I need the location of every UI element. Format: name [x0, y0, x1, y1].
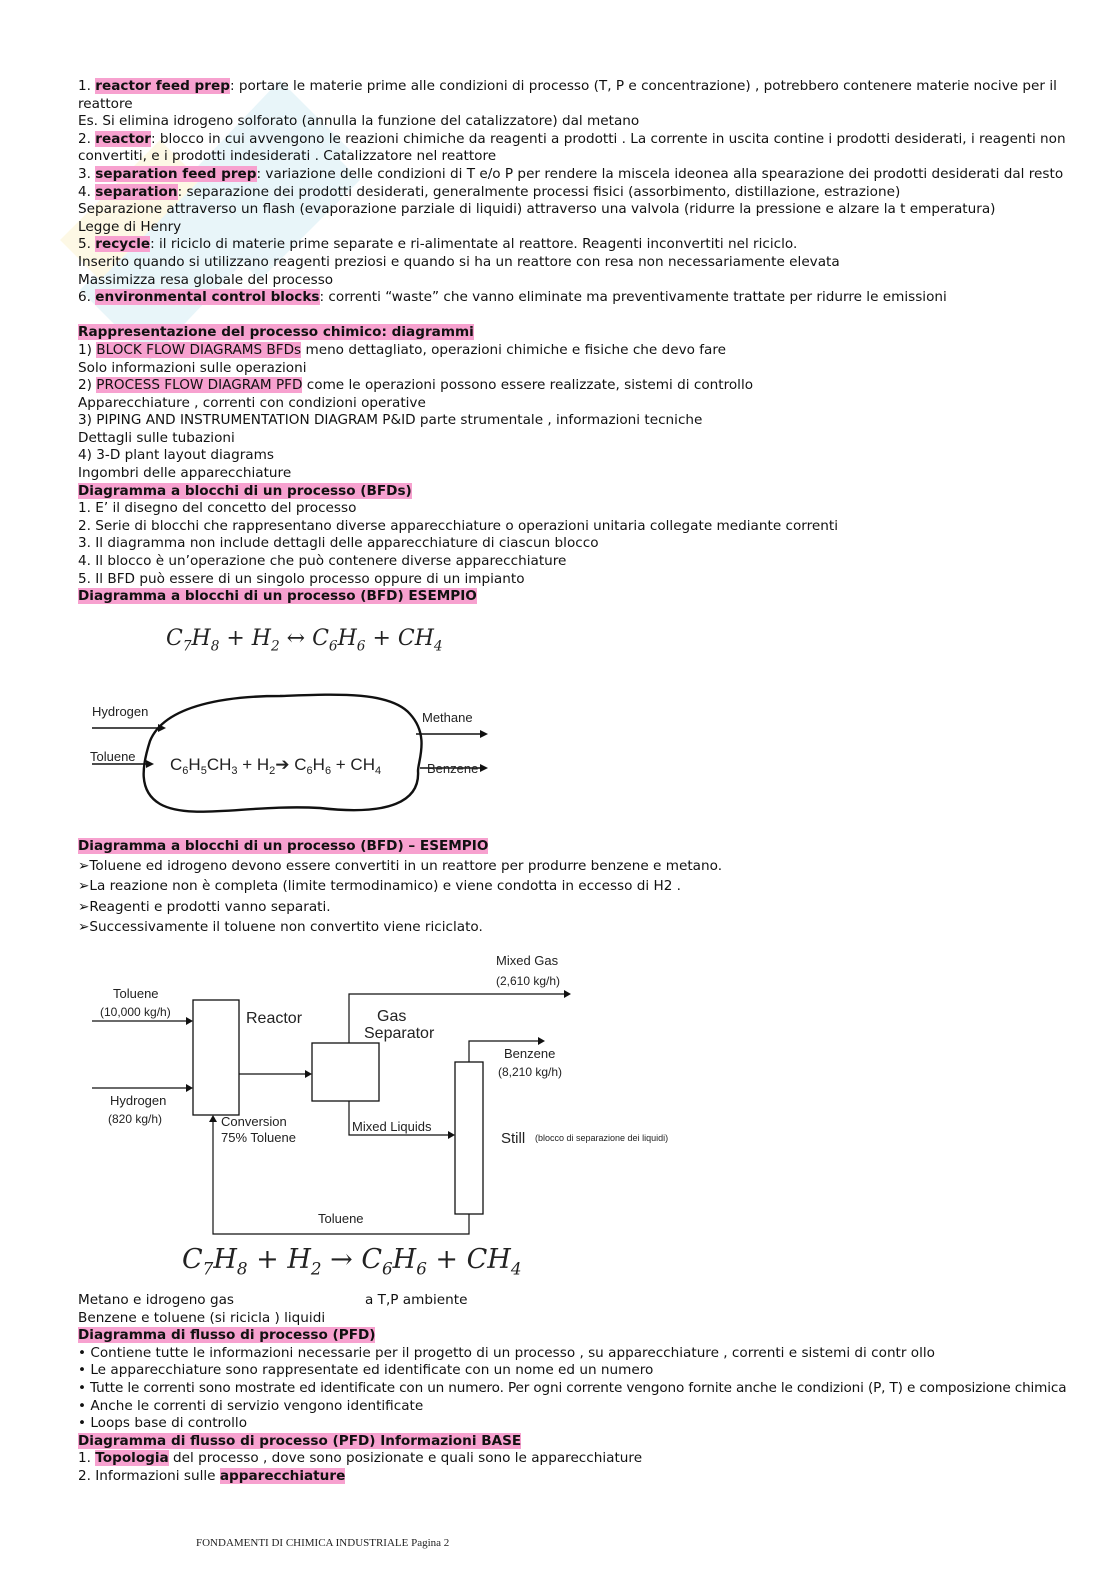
- label-gas-separator-1: Gas: [377, 1008, 407, 1025]
- highlight-term: reactor: [95, 130, 151, 147]
- gas-separator-block: [312, 1043, 379, 1101]
- page-content: [78, 78, 1103, 606]
- intro-line-6: Separazione attraverso un flash (evaporazione parziale di liquidi) attraverso una valvola (ridurre la pressione e alzare la t emperatura): [78, 201, 996, 218]
- highlight-term: apparecchiature: [219, 1467, 346, 1484]
- pfd-bullet: • Loops base di controllo: [78, 1415, 248, 1432]
- example2-bullet: ➢Toluene ed idrogeno devono essere convertiti in un reattore per produrre benzene e metano.: [78, 857, 723, 874]
- blob-input-hydrogen: Hydrogen: [92, 704, 149, 719]
- pfd-bullet: • Anche le correnti di servizio vengono identificate: [78, 1397, 424, 1414]
- diagram-type-4: 4) 3-D plant layout diagrams: [78, 447, 274, 464]
- still-block: [455, 1062, 483, 1214]
- label-toluene-in: Toluene: [113, 986, 159, 1001]
- intro-line-7: Legge di Henry: [78, 218, 182, 235]
- example2-section: [78, 838, 1108, 938]
- label-still: Still: [501, 1130, 526, 1147]
- intro-line-3-cont: convertiti, e i prodotti indesiderati . Catalizzatore nel reattore: [78, 148, 497, 165]
- diagram-type-2-sub: Apparecchiature , correnti con condizioni operative: [78, 394, 426, 411]
- label-toluene-recycle: Toluene: [318, 1211, 364, 1226]
- diagram-type-3-sub: Dettagli sulle tubazioni: [78, 429, 235, 446]
- section-heading-example2: Diagramma a blocchi di un processo (BFD) – ESEMPIO: [78, 838, 489, 854]
- pfd-bullet: • Tutte le correnti sono mostrate ed identificate con un numero. Per ogni corrente vengono fornite anche le condizioni (P, T) e composizione chimica: [78, 1379, 1067, 1396]
- example2-bullet: ➢Successivamente il toluene non convertito viene riciclato.: [78, 919, 483, 936]
- intro-line-5: 4. separation: separazione dei prodotti desiderati, generalmente processi fisici (assorbimento, distillazione, estrazione): [78, 183, 901, 200]
- intro-line-4: 3. separation feed prep: variazione delle condizioni di T e/o P per rendere la miscela ideonea alla spearazione dei prodotti desiderati dal resto: [78, 165, 1064, 182]
- label-gas-separator-2: Separator: [364, 1025, 435, 1042]
- highlight-term: separation: [95, 183, 178, 200]
- page-footer: FONDAMENTI DI CHIMICA INDUSTRIALE Pagina 2: [196, 1537, 450, 1549]
- bfd-item: 3. Il diagramma non include dettagli delle apparecchiature di ciascun blocco: [78, 535, 599, 552]
- label-benzene-rate: (8,210 kg/h): [498, 1065, 563, 1079]
- label-conversion-1: Conversion: [221, 1114, 287, 1129]
- blob-input-toluene: Toluene: [90, 749, 136, 764]
- label-hydrogen-in: Hydrogen: [110, 1093, 167, 1108]
- diagram-type-4-sub: Ingombri delle apparecchiature: [78, 465, 292, 482]
- highlight-term: separation feed prep: [95, 165, 257, 182]
- label-conversion-2: 75% Toluene: [221, 1130, 296, 1145]
- bfd-item: 5. Il BFD può essere di un singolo processo oppure di un impianto: [78, 570, 525, 587]
- label-reactor: Reactor: [246, 1010, 303, 1027]
- diagram-type-3: 3) PIPING AND INSTRUMENTATION DIAGRAM P&ID parte strumentale , informazioni tecniche: [78, 412, 703, 429]
- pfd-section: [78, 1292, 1108, 1486]
- intro-line-3: 2. reactor: blocco in cui avvengono le reazioni chimiche da reagenti a prodotti . La corrente in uscita contine i prodotti desiderati, i reagenti non: [78, 130, 1066, 147]
- intro-line-10: Massimizza resa globale del processo: [78, 271, 334, 288]
- diagram-type-1-sub: Solo informazioni sulle operazioni: [78, 359, 307, 376]
- label-mixed-gas-rate: (2,610 kg/h): [496, 974, 561, 988]
- after-line-2: Benzene e toluene (si ricicla ) liquidi: [78, 1309, 326, 1326]
- highlight-term: Topologia: [95, 1450, 169, 1467]
- after-line-1-right: a T,P ambiente: [365, 1292, 468, 1308]
- blob-reaction-label: $C_6H_5CH_3$ + $H_2➔$ $C_6H_6 + CH_4$: [170, 755, 382, 777]
- reactor-block: [193, 1000, 239, 1115]
- section-heading-pfd-base: Diagramma di flusso di processo (PFD) Informazioni BASE: [78, 1432, 522, 1449]
- label-benzene-out: Benzene: [504, 1046, 556, 1061]
- diagram-type-1: 1) BLOCK FLOW DIAGRAMS BFDs meno dettagliato, operazioni chimiche e fisiche che devo fare: [78, 341, 727, 358]
- pfd-base-item-1: 1. Topologia del processo , dove sono posizionate e quali sono le apparecchiature: [78, 1450, 643, 1467]
- intro-line-9: Inserito quando si utilizzano reagenti preziosi e quando si ha un reattore con resa non necessariamente elevata: [78, 253, 840, 270]
- section-heading-diagrams: Rappresentazione del processo chimico: diagrammi: [78, 324, 474, 341]
- highlight-term: environmental control blocks: [95, 289, 320, 306]
- blob-reaction-diagram: [80, 686, 500, 826]
- section-heading-pfd: Diagramma di flusso di processo (PFD): [78, 1327, 376, 1344]
- bfd-item: 4. Il blocco è un’operazione che può contenere diverse apparecchiature: [78, 553, 567, 570]
- intro-line-11: 6. environmental control blocks: correnti “waste” che vanno eliminate ma preventivamente trattate per ridurre le emissioni: [78, 289, 947, 306]
- blob-output-methane: Methane: [422, 710, 473, 725]
- bfd-item: 1. E’ il disegno del concetto del processo: [78, 500, 357, 517]
- reaction-equation-2: $C_7H_8 + H_2 \to C_6H_6 + CH_4$: [182, 1244, 522, 1279]
- intro-line-8: 5. recycle: il riciclo di materie prime separate e ri-alimentate al reattore. Reagenti inconvertiti nel riciclo.: [78, 236, 798, 253]
- process-flow-diagram: [80, 948, 740, 1248]
- diagram-type-2: 2) PROCESS FLOW DIAGRAM PFD come le operazioni possono essere realizzate, sistemi di controllo: [78, 377, 754, 394]
- label-hydrogen-rate: (820 kg/h): [108, 1112, 163, 1126]
- label-still-note: (blocco di separazione dei liquidi): [535, 1133, 669, 1143]
- pfd-bullet: • Le apparecchiature sono rappresentate ed identificate con un nome ed un numero: [78, 1362, 654, 1379]
- blob-output-benzene: Benzene: [427, 761, 479, 776]
- example2-bullet: ➢La reazione non è completa (limite termodinamico) e viene condotta in eccesso di H2 .: [78, 878, 682, 895]
- label-mixed-liquids: Mixed Liquids: [352, 1119, 432, 1134]
- section-heading-bfd: Diagramma a blocchi di un processo (BFDs): [78, 482, 412, 499]
- highlight-term: recycle: [95, 236, 151, 253]
- label-mixed-gas: Mixed Gas: [496, 953, 559, 968]
- label-toluene-rate: (10,000 kg/h): [100, 1005, 171, 1019]
- pfd-base-item-2: 2. Informazioni sulle apparecchiature: [78, 1467, 346, 1484]
- example2-bullet: ➢Reagenti e prodotti vanno separati.: [78, 898, 331, 915]
- pfd-bullet: • Contiene tutte le informazioni necessarie per il progetto di un processo , su apparecchiature , correnti e sistemi di contr ollo: [78, 1344, 935, 1361]
- highlight-term: BLOCK FLOW DIAGRAMS BFDs: [96, 341, 302, 358]
- section-heading-bfd-example: Diagramma a blocchi di un processo (BFD) ESEMPIO: [78, 588, 477, 605]
- reaction-equation-1: $C_7H_8 + H_2$ ↔ $C_6H_6 + CH_4$: [166, 626, 443, 655]
- intro-line-2: Es. Si elimina idrogeno solforato (annulla la funzione del catalizzatore) dal metano: [78, 113, 640, 130]
- highlight-term: reactor feed prep: [95, 78, 230, 94]
- intro-line-1: 1. reactor feed prep: portare le materie prime alle condizioni di processo (T, P e concentrazione) , potrebbero contenere materie nocive per il: [78, 78, 1057, 94]
- bfd-item: 2. Serie di blocchi che rappresentano diverse apparecchiature o operazioni unitaria collegate mediante correnti: [78, 517, 839, 534]
- intro-line-1-cont: reattore: [78, 95, 133, 112]
- after-line-1: Metano e idrogeno gas a T,P ambiente: [78, 1292, 468, 1308]
- highlight-term: PROCESS FLOW DIAGRAM PFD: [96, 377, 303, 394]
